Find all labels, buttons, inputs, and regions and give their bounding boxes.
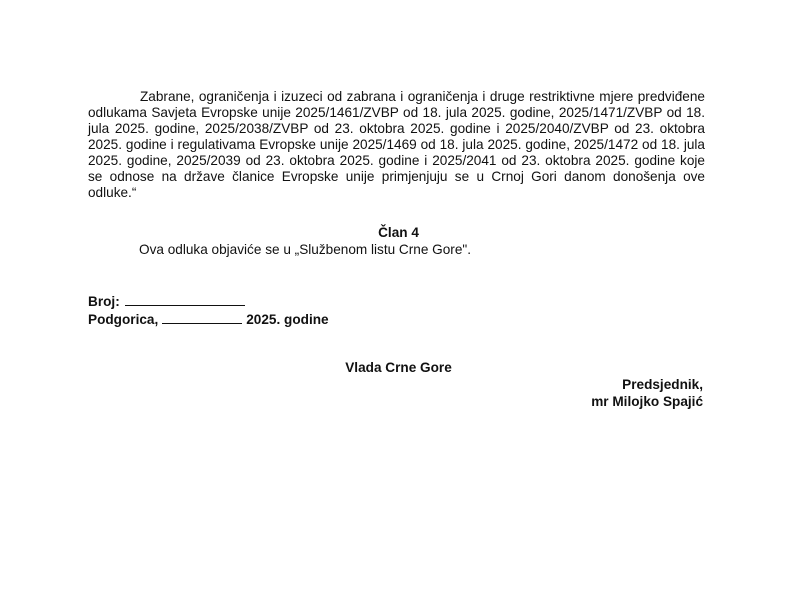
signatory-role: Predsjednik,	[622, 377, 703, 392]
government-name: Vlada Crne Gore	[345, 360, 452, 375]
article-title: Član 4	[378, 225, 419, 240]
document-number-blank	[125, 293, 245, 306]
place-label: Podgorica,	[88, 312, 159, 327]
signature-block	[591, 376, 703, 410]
article-text: Ova odluka objaviće se u „Službenom listu Crne Gore".	[139, 242, 471, 257]
document-number-label: Broj:	[88, 294, 120, 309]
date-blank	[162, 311, 242, 324]
place-date-field	[88, 311, 329, 328]
amendment-paragraph: Zabrane, ograničenja i izuzeci od zabrana i ograničenja i druge restriktivne mjere predviđene odlukama Savjeta Evropske unije 2025/1461/ZVBP od 18. jula 2025. godine, 2025/1471/ZVBP od 18. jula 2025. godine, 2025/2038/ZVBP od 23. oktobra 2025. godine i 2025/2040/ZVBP od 23. oktobra 2025. godine i regulativama Evropske unije 2025/1469 od 18. jula 2025. godine, 2025/1472 od 18. jula 2025. godine, 2025/2039 od 23. oktobra 2025. godine i 2025/2041 od 23. oktobra 2025. godine koje se odnose na države članice Evropske unije primjenjuju se u Crnoj Gori danom donošenja ove odluke.“	[88, 89, 705, 200]
year-label: 2025. godine	[246, 312, 329, 327]
document-number-field	[88, 293, 245, 310]
signatory-name: mr Milojko Spajić	[591, 394, 703, 409]
